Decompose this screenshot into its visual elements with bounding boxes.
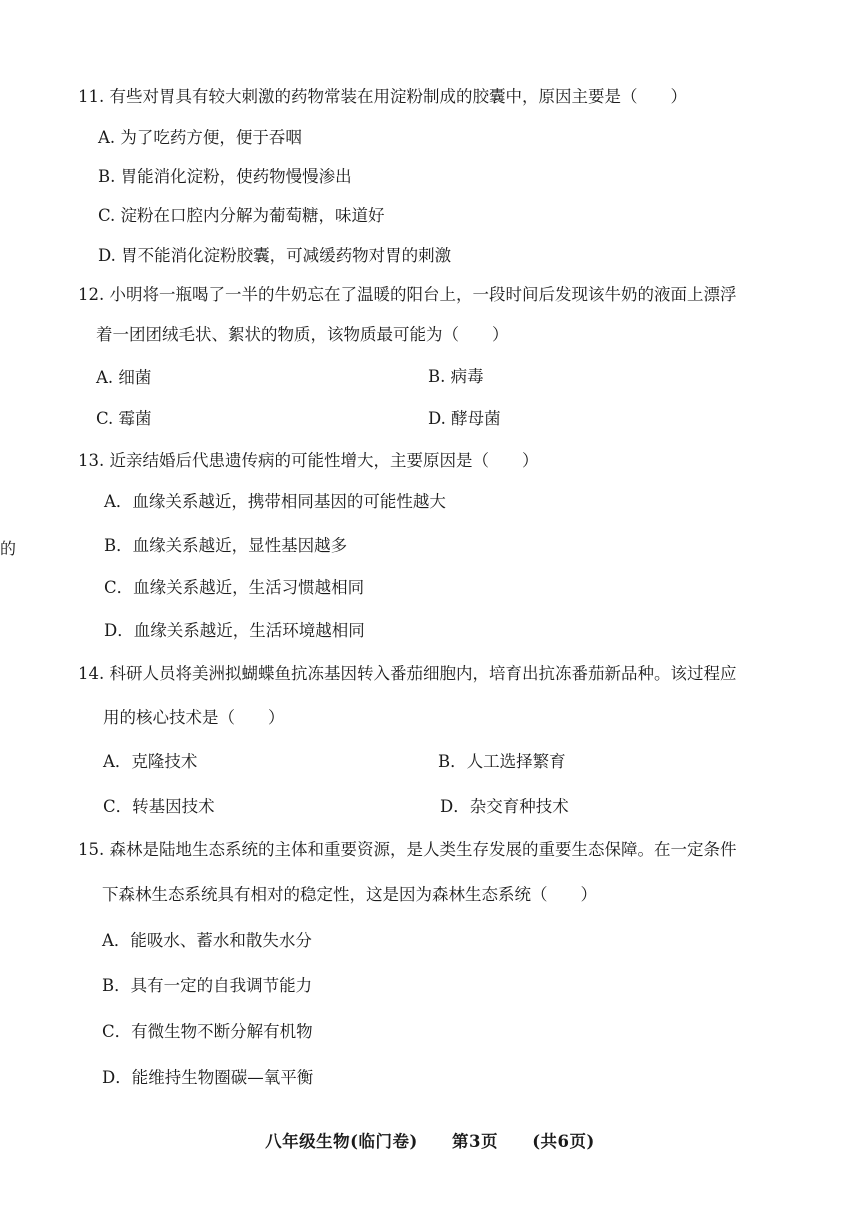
- question-14-stem-line-1: 14. 科研人员将美洲拟蝴蝶鱼抗冻基因转入番茄细胞内，培育出抗冻番茄新品种。该过程应: [78, 664, 737, 683]
- question-12-stem-line-1: 12. 小明将一瓶喝了一半的牛奶忘在了温暖的阳台上，一段时间后发现该牛奶的液面上漂浮: [78, 285, 737, 304]
- question-13-option-c: C．血缘关系越近，生活习惯越相同: [104, 578, 365, 597]
- footer-title: 八年级生物(临门卷): [265, 1132, 418, 1151]
- question-15-option-a: A．能吸水、蓄水和散失水分: [102, 931, 312, 950]
- question-15-stem-line-2: 下森林生态系统具有相对的稳定性，这是因为森林生态系统（ ）: [102, 885, 597, 904]
- question-14-option-b: B．人工选择繁育: [438, 752, 566, 771]
- question-14-option-a: A．克隆技术: [103, 752, 198, 771]
- question-11-stem: 11. 有些对胃具有较大刺激的药物常装在用淀粉制成的胶囊中，原因主要是（ ）: [78, 87, 687, 106]
- footer-page-total: (共6页): [532, 1132, 595, 1151]
- question-11-option-b: B. 胃能消化淀粉，使药物慢慢渗出: [98, 167, 352, 186]
- question-12-option-c: C. 霉菌: [96, 409, 152, 428]
- question-12-option-d: D. 酵母菌: [428, 409, 501, 428]
- margin-fragment: 的: [0, 539, 17, 558]
- question-11-option-c: C. 淀粉在口腔内分解为葡萄糖，味道好: [98, 206, 385, 225]
- question-13-option-d: D．血缘关系越近，生活环境越相同: [104, 621, 365, 640]
- question-15-option-c: C．有微生物不断分解有机物: [102, 1022, 313, 1041]
- question-14-stem-line-2: 用的核心技术是（ ）: [103, 708, 285, 727]
- question-12-stem-line-2: 着一团团绒毛状、絮状的物质，该物质最可能为（ ）: [96, 325, 509, 344]
- question-12-option-b: B. 病毒: [428, 367, 484, 386]
- footer-page-number: 第3页: [452, 1132, 498, 1151]
- question-11-option-a: A. 为了吃药方便，便于吞咽: [98, 128, 302, 147]
- question-12-option-a: A. 细菌: [96, 368, 152, 387]
- question-15-option-d: D．能维持生物圈碳—氧平衡: [102, 1068, 314, 1087]
- question-11-option-d: D. 胃不能消化淀粉胶囊，可减缓药物对胃的刺激: [98, 246, 452, 265]
- question-13-option-b: B．血缘关系越近，显性基因越多: [104, 536, 348, 555]
- question-13-stem: 13. 近亲结婚后代患遗传病的可能性增大，主要原因是（ ）: [78, 451, 539, 470]
- page-footer: [0, 1128, 860, 1152]
- question-14-option-c: C．转基因技术: [103, 797, 215, 816]
- question-13-option-a: A．血缘关系越近，携带相同基因的可能性越大: [104, 492, 446, 511]
- question-15-option-b: B．具有一定的自我调节能力: [102, 976, 313, 995]
- question-15-stem-line-1: 15. 森林是陆地生态系统的主体和重要资源，是人类生存发展的重要生态保障。在一定条件: [78, 840, 737, 859]
- question-14-option-d: D．杂交育种技术: [440, 797, 569, 816]
